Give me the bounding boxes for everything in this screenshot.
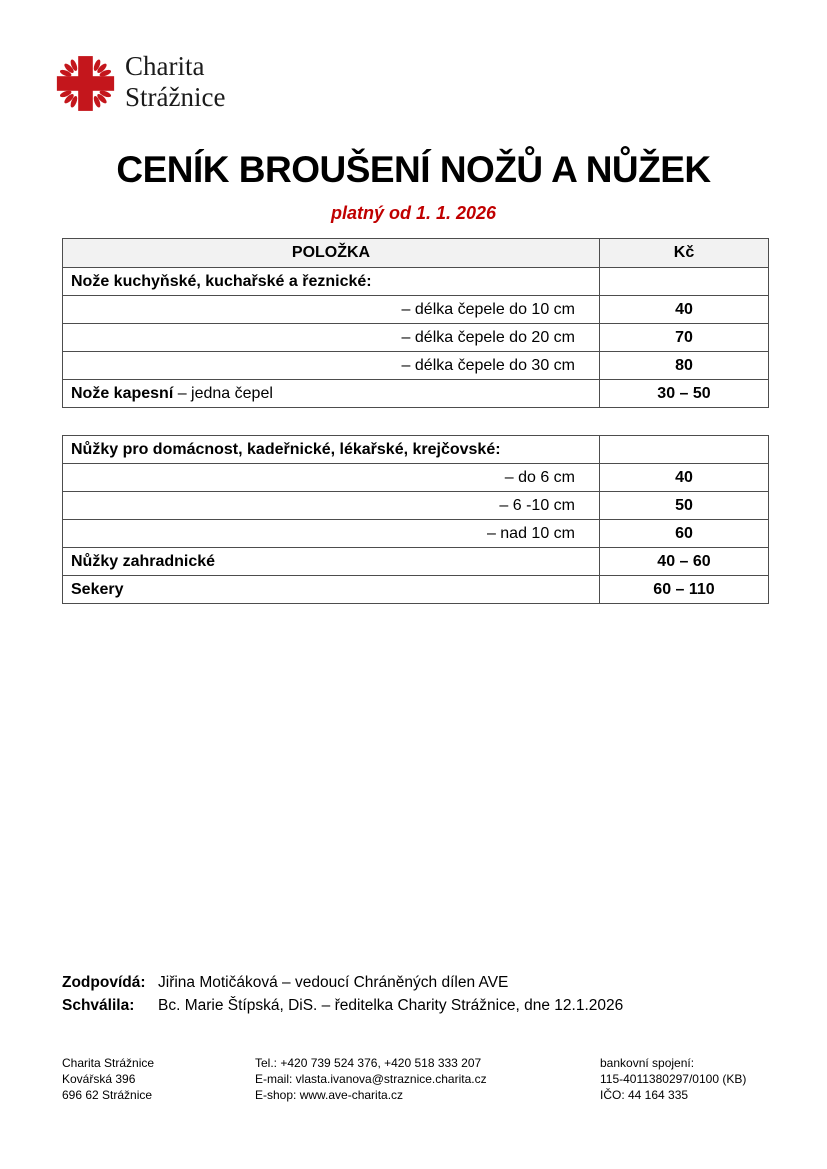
caritas-logo bbox=[55, 50, 225, 117]
footer-account-line: 115-4011380297/0100 (KB) bbox=[600, 1072, 747, 1086]
item-label: – délka čepele do 30 cm bbox=[401, 356, 575, 374]
footer-address-column bbox=[62, 1055, 154, 1103]
price-cell: 40 – 60 bbox=[600, 548, 769, 576]
item-cell bbox=[63, 576, 600, 604]
footer-line: 696 62 Strážnice bbox=[62, 1088, 153, 1102]
signature-row-responsible bbox=[62, 971, 623, 994]
item-label: – nad 10 cm bbox=[486, 524, 575, 542]
price-cell: 60 – 110 bbox=[600, 576, 769, 604]
signature-label: Zodpovídá: bbox=[62, 974, 146, 991]
table-row bbox=[63, 436, 769, 464]
item-cell bbox=[63, 548, 600, 576]
item-label: – 6 -10 cm bbox=[499, 496, 575, 514]
table-row bbox=[63, 464, 769, 492]
price-cell: 40 bbox=[600, 296, 769, 324]
price-table-knives bbox=[62, 238, 769, 408]
table-row bbox=[63, 492, 769, 520]
item-cell bbox=[63, 464, 600, 492]
item-label-bold: Nůžky zahradnické bbox=[71, 552, 216, 570]
caritas-flame-cross-icon bbox=[55, 50, 116, 117]
footer bbox=[0, 1055, 827, 1115]
footer-line: Charita Strážnice bbox=[62, 1056, 155, 1070]
price-cell: 40 bbox=[600, 464, 769, 492]
table-row bbox=[63, 520, 769, 548]
table-row bbox=[63, 352, 769, 380]
signature-block bbox=[62, 971, 623, 1017]
item-label-bold: Nože kuchyňské, kuchařské a řeznické: bbox=[71, 272, 372, 290]
footer-ico-line: IČO: 44 164 335 bbox=[600, 1088, 689, 1102]
price-table-scissors bbox=[62, 435, 769, 604]
item-label: – do 6 cm bbox=[504, 468, 575, 486]
footer-bank-label-line: bankovní spojení: bbox=[600, 1056, 695, 1070]
signature-label: Schválila: bbox=[62, 997, 135, 1014]
item-cell bbox=[63, 268, 600, 296]
item-label-bold: Nože kapesní bbox=[71, 384, 174, 402]
item-label: – délka čepele do 20 cm bbox=[401, 328, 575, 346]
validity-subtitle: platný od 1. 1. 2026 bbox=[330, 203, 497, 223]
item-label-bold: Nůžky pro domácnost, kadeřnické, lékařské, krejčovské: bbox=[71, 440, 501, 458]
table-header-row bbox=[63, 239, 769, 268]
footer-contact-column bbox=[255, 1055, 487, 1103]
footer-bank-column bbox=[600, 1055, 746, 1103]
column-header-kc: Kč bbox=[600, 239, 769, 268]
item-cell bbox=[63, 296, 600, 324]
item-cell bbox=[63, 324, 600, 352]
item-label: – jedna čepel bbox=[173, 384, 273, 402]
price-cell: 70 bbox=[600, 324, 769, 352]
item-cell bbox=[63, 436, 600, 464]
price-cell bbox=[600, 436, 769, 464]
page-title: CENÍK BROUŠENÍ NOŽŮ A NŮŽEK bbox=[116, 149, 711, 190]
org-name-line1: Charita bbox=[125, 51, 205, 81]
item-cell bbox=[63, 492, 600, 520]
item-label-bold: Sekery bbox=[71, 580, 124, 598]
footer-email-line: E-mail: vlasta.ivanova@straznice.charita.cz bbox=[255, 1072, 487, 1086]
item-label: – délka čepele do 10 cm bbox=[401, 300, 575, 318]
price-cell: 30 – 50 bbox=[600, 380, 769, 408]
item-cell bbox=[63, 380, 600, 408]
org-name-line2: Strážnice bbox=[125, 82, 226, 112]
item-cell bbox=[63, 520, 600, 548]
table-row bbox=[63, 576, 769, 604]
price-cell: 60 bbox=[600, 520, 769, 548]
footer-eshop-line: E-shop: www.ave-charita.cz bbox=[255, 1088, 404, 1102]
signature-value: Jiřina Motičáková – vedoucí Chráněných dílen AVE bbox=[158, 974, 509, 991]
table-row bbox=[63, 548, 769, 576]
signature-row-approved bbox=[62, 994, 623, 1017]
org-name bbox=[125, 51, 225, 113]
price-cell: 50 bbox=[600, 492, 769, 520]
item-cell bbox=[63, 352, 600, 380]
price-cell bbox=[600, 268, 769, 296]
table-row bbox=[63, 296, 769, 324]
footer-phone-line: Tel.: +420 739 524 376, +420 518 333 207 bbox=[255, 1056, 482, 1070]
price-cell: 80 bbox=[600, 352, 769, 380]
table-row bbox=[63, 324, 769, 352]
table-row bbox=[63, 268, 769, 296]
footer-line: Kovářská 396 bbox=[62, 1072, 136, 1086]
column-header-polozka: POLOŽKA bbox=[63, 239, 600, 268]
signature-value: Bc. Marie Štípská, DiS. – ředitelka Charity Strážnice, dne 12.1.2026 bbox=[158, 997, 624, 1014]
table-row bbox=[63, 380, 769, 408]
